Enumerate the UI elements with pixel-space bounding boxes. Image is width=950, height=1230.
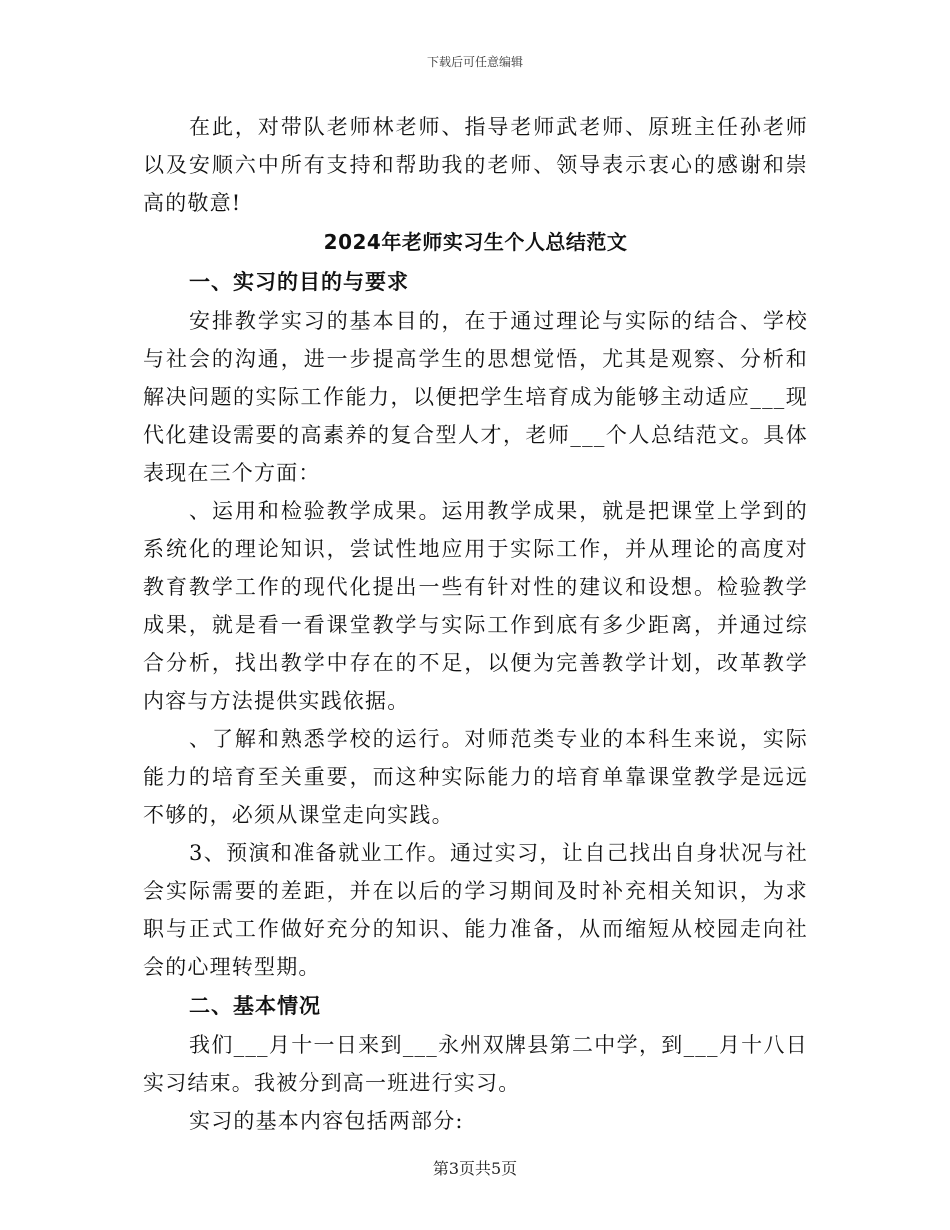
document-title: 2024年老师实习生个人总结范文 (323, 230, 628, 254)
section-heading-purpose: 一、实习的目的与要求 (189, 270, 409, 294)
paragraph-purpose: 安排教学实习的基本目的，在于通过理论与实际的结合、学校与社会的沟通，进一步提高学生的思想觉悟，尤其是观察、分析和解决问题的实际工作能力，以便把学生培育成为能够主动适应___现代化建设需要的高素养的复合型人才，老师___个人总结范文。具体表现在三个方面： (143, 309, 808, 485)
document-body (143, 108, 808, 1140)
paragraph-employment-prep: 3、预演和准备就业工作。通过实习，让自己找出自身状况与社会实际需要的差距，并在以后的学习期间及时补充相关知识，为求职与正式工作做好充分的知识、能力准备，从而缩短从校园走向社会的心理转型期。 (143, 841, 808, 979)
paragraph-apply-results: 、运用和检验教学成果。运用教学成果，就是把课堂上学到的系统化的理论知识，尝试性地应用于实际工作，并从理论的高度对教育教学工作的现代化提出一些有针对性的建议和设想。检验教学成果，就是看一看课堂教学与实际工作到底有多少距离，并通过综合分析，找出教学中存在的不足，以便为完善教学计划，改革教学内容与方法提供实践依据。 (143, 499, 808, 713)
header-note: 下载后可任意编辑 (426, 55, 523, 69)
section-heading-basic-info: 二、基本情况 (189, 994, 321, 1018)
paragraph-content-parts: 实习的基本内容包括两部分: (189, 1109, 464, 1133)
page-number: 第3页共5页 (432, 1159, 518, 1178)
paragraph-basic-info: 我们___月十一日来到___永州双牌县第二中学，到___月十八日实习结束。我被分到高一班进行实习。 (143, 1033, 808, 1095)
paragraph-school-operation: 、了解和熟悉学校的运行。对师范类专业的本科生来说，实际能力的培育至关重要，而这种实际能力的培育单靠课堂教学是远远不够的，必须从课堂走向实践。 (143, 727, 808, 827)
thanks-paragraph: 在此，对带队老师林老师、指导老师武老师、原班主任孙老师以及安顺六中所有支持和帮助我的老师、领导表示衷心的感谢和崇高的敬意! (143, 115, 808, 215)
